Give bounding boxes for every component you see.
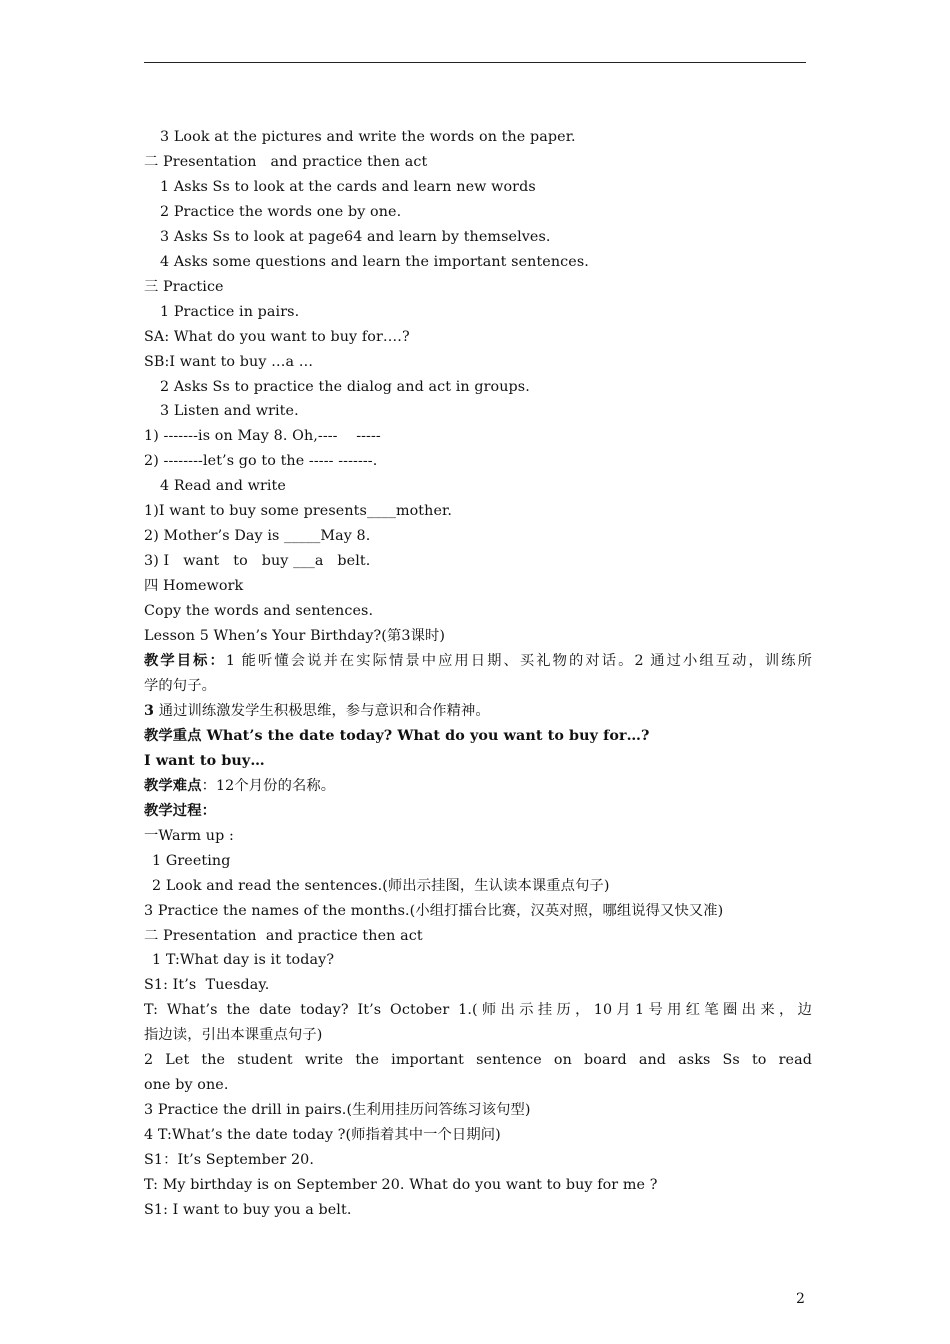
text-line: 2) Mother’s Day is _____May 8.	[144, 528, 371, 545]
text-line: 1 Practice in pairs.	[160, 303, 300, 320]
text-line: 二 Presentation and practice then act	[144, 153, 428, 170]
text-line: 一Warm up :	[144, 827, 234, 844]
text-line: 1 Asks Ss to look at the cards and learn new words	[160, 178, 536, 195]
text-line: S1: It’s Tuesday.	[144, 977, 270, 994]
text-line: 学的句子。	[144, 677, 216, 694]
text-line: 3 Practice the names of the months.(小组打擂台比赛，汉英对照，哪组说得又快又准)	[144, 902, 724, 919]
text-line: 2) --------let’s go to the ----- -------.	[144, 453, 378, 470]
text-line: S1：It’s September 20.	[144, 1152, 315, 1169]
text-line: 3 Look at the pictures and write the words on the paper.	[160, 129, 576, 145]
text-line: I want to buy…	[144, 752, 265, 769]
text-line: 指边读，引出本课重点句子)	[144, 1027, 323, 1044]
text-line: T: My birthday is on September 20. What do you want to buy for me ?	[144, 1177, 658, 1194]
text-line: 4 Asks some questions and learn the important sentences.	[160, 253, 589, 270]
text-line: T: What’s the date today? It’s October 1.(师出示挂历，10月1号用红笔圈出来，边	[144, 1002, 812, 1019]
text-line: 2 Practice the words one by one.	[160, 203, 402, 220]
text-line: 三 Practice	[144, 278, 224, 295]
text-line: 四 Homework	[144, 578, 244, 595]
text-line	[144, 699, 812, 724]
line-text: ：12个月份的名称。	[201, 777, 336, 794]
text-line: Lesson 5 When’s Your Birthday?(第3课时)	[144, 628, 446, 645]
text-line: 2 Asks Ss to practice the dialog and act in groups.	[160, 378, 530, 395]
text-line: 教学过程：	[144, 802, 216, 819]
line-text: 1 能听懂会说并在实际情景中应用日期、买礼物的对话。2 通过小组互动，训练所	[225, 653, 813, 670]
line-text: 通过训练激发学生积极思维，参与意识和合作精神。	[154, 702, 490, 719]
text-line: 3 Listen and write.	[160, 403, 299, 420]
text-line	[144, 774, 812, 799]
bold-label: 教学目标：	[144, 653, 226, 670]
text-line: one by one.	[144, 1077, 229, 1094]
text-line: 二 Presentation and practice then act	[144, 927, 423, 944]
document-body	[144, 125, 812, 1223]
bold-label: 3	[144, 702, 155, 719]
text-line: SB:I want to buy …a …	[144, 353, 314, 370]
page-number: 2	[796, 1291, 805, 1307]
bold-label: 教学难点	[144, 777, 202, 794]
text-line: 3 Practice the drill in pairs.(生利用挂历问答练习该句型)	[144, 1102, 531, 1119]
text-line: Copy the words and sentences.	[144, 603, 374, 620]
text-line: 1 Greeting	[152, 852, 231, 869]
text-line: 教学重点 What’s the date today? What do you want to buy for…?	[144, 727, 650, 744]
text-line: 1 T:What day is it today?	[152, 952, 335, 969]
text-line: 3) I want to buy ___a belt.	[144, 553, 371, 570]
text-line: S1: I want to buy you a belt.	[144, 1201, 352, 1218]
text-line: 4 Read and write	[160, 478, 286, 495]
text-line: 3 Asks Ss to look at page64 and learn by themselves.	[160, 228, 551, 245]
text-line: 1) -------is on May 8. Oh,---- -----	[144, 428, 381, 445]
text-line: 1)I want to buy some presents____mother.	[144, 503, 453, 520]
text-line: 2 Let the student write the important sentence on board and asks Ss to read	[144, 1052, 812, 1069]
text-line: 2 Look and read the sentences.(师出示挂图，生认读本课重点句子)	[152, 877, 610, 894]
text-line: SA: What do you want to buy for….?	[144, 328, 410, 345]
text-line	[144, 649, 812, 674]
header-rule	[144, 62, 806, 63]
text-line: 4 T:What’s the date today ?(师指着其中一个日期问)	[144, 1127, 501, 1144]
